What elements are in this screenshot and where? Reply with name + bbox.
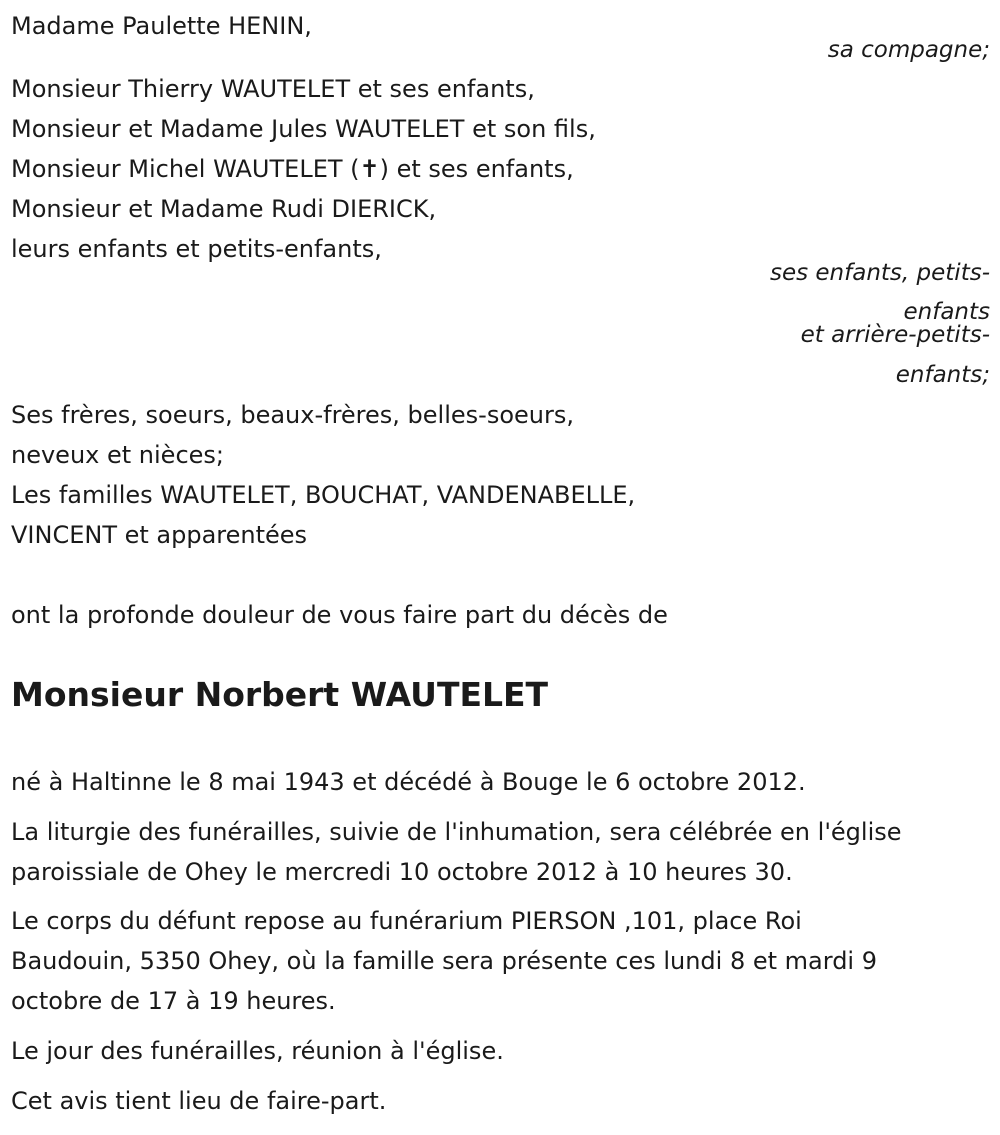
children-line: Monsieur et Madame Rudi DIERICK, xyxy=(11,195,437,223)
children-role: enfants xyxy=(903,299,990,325)
body-line: Baudouin, 5350 Ohey, où la famille sera présente ces lundi 8 et mardi 9 xyxy=(11,947,877,975)
relatives-line: Les familles WAUTELET, BOUCHAT, VANDENABELLE, xyxy=(11,481,636,509)
announcement-intro: ont la profonde douleur de vous faire part du décès de xyxy=(11,601,668,629)
children-line: leurs enfants et petits-enfants, xyxy=(11,235,382,263)
children-role: enfants; xyxy=(895,362,990,388)
children-role: ses enfants, petits- xyxy=(769,260,990,286)
relatives-line: neveux et nièces; xyxy=(11,441,224,469)
body-line: Le corps du défunt repose au funérarium PIERSON ,101, place Roi xyxy=(11,907,802,935)
relatives-line: Ses frères, soeurs, beaux-frères, belles-soeurs, xyxy=(11,401,574,429)
partner-role: sa compagne; xyxy=(827,37,990,63)
children-role: et arrière-petits- xyxy=(800,322,990,348)
body-line: né à Haltinne le 8 mai 1943 et décédé à Bouge le 6 octobre 2012. xyxy=(11,768,806,796)
body-line: Cet avis tient lieu de faire-part. xyxy=(11,1087,387,1115)
children-line: Monsieur Michel WAUTELET (✝) et ses enfants, xyxy=(11,155,574,183)
body-line: La liturgie des funérailles, suivie de l'inhumation, sera célébrée en l'église xyxy=(11,818,902,846)
relatives-line: VINCENT et apparentées xyxy=(11,521,308,549)
partner-name: Madame Paulette HENIN, xyxy=(11,12,312,40)
children-line: Monsieur Thierry WAUTELET et ses enfants, xyxy=(11,75,535,103)
body-line: paroissiale de Ohey le mercredi 10 octobre 2012 à 10 heures 30. xyxy=(11,858,793,886)
body-line: octobre de 17 à 19 heures. xyxy=(11,987,336,1015)
deceased-name: Monsieur Norbert WAUTELET xyxy=(11,675,549,714)
body-line: Le jour des funérailles, réunion à l'église. xyxy=(11,1037,504,1065)
children-line: Monsieur et Madame Jules WAUTELET et son fils, xyxy=(11,115,596,143)
